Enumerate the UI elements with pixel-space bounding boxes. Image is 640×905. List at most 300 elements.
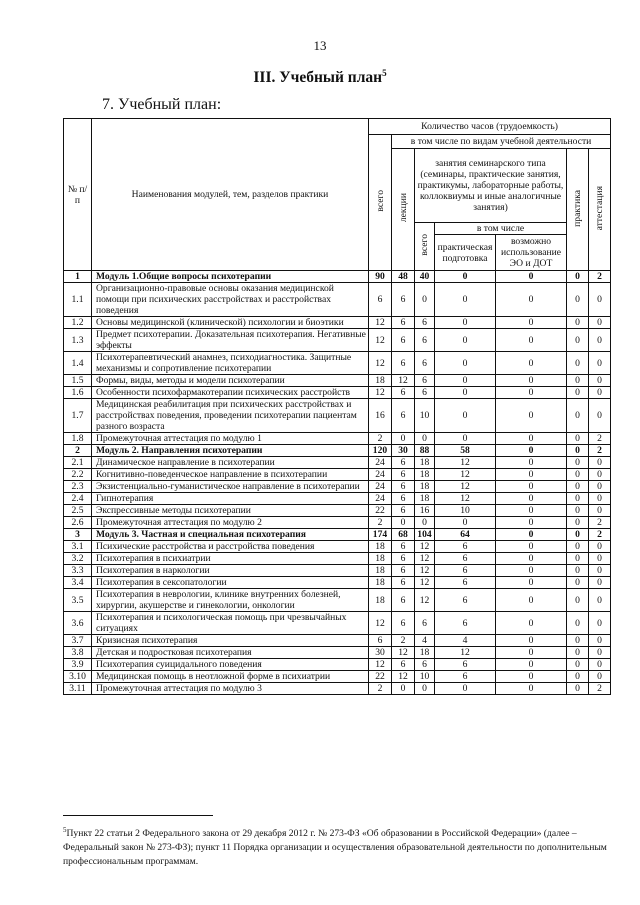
cell-att: 0 — [589, 577, 611, 589]
table-row — [64, 541, 611, 553]
cell-pp: 6 — [435, 577, 496, 589]
cell-name: Предмет психотерапии. Доказательная психотерапия. Негативные эффекты — [92, 329, 369, 352]
cell-name: Формы, виды, методы и модели психотерапии — [92, 375, 369, 387]
cell-pp: 12 — [435, 493, 496, 505]
footnote-mark: 5 — [63, 826, 67, 834]
cell-att: 0 — [589, 457, 611, 469]
cell-lect: 6 — [392, 589, 415, 612]
cell-eo: 0 — [496, 517, 567, 529]
table-row — [64, 375, 611, 387]
header-name: Наименования модулей, тем, разделов практики — [92, 119, 369, 271]
cell-sem: 12 — [415, 589, 435, 612]
cell-name: Экспрессивные методы психотерапии — [92, 505, 369, 517]
cell-name: Кризисная психотерапия — [92, 635, 369, 647]
header-total — [369, 135, 392, 271]
cell-num: 1.3 — [64, 329, 92, 352]
module-row — [64, 529, 611, 541]
cell-att: 0 — [589, 481, 611, 493]
table-row — [64, 387, 611, 399]
cell-sem: 6 — [415, 375, 435, 387]
cell-name: Психотерапия в психиатрии — [92, 553, 369, 565]
cell-att: 0 — [589, 589, 611, 612]
cell-total: 12 — [369, 387, 392, 399]
cell-att: 0 — [589, 647, 611, 659]
cell-prac: 0 — [567, 589, 589, 612]
cell-prac: 0 — [567, 683, 589, 695]
cell-lect: 12 — [392, 647, 415, 659]
table-row — [64, 469, 611, 481]
cell-pp: 0 — [435, 329, 496, 352]
cell-lect: 6 — [392, 565, 415, 577]
cell-pp: 0 — [435, 399, 496, 433]
header-attestation-label: аттестация — [594, 185, 606, 231]
cell-lect: 30 — [392, 445, 415, 457]
cell-num: 3.2 — [64, 553, 92, 565]
cell-pp: 0 — [435, 283, 496, 317]
cell-sem: 18 — [415, 647, 435, 659]
cell-prac: 0 — [567, 375, 589, 387]
cell-eo: 0 — [496, 589, 567, 612]
cell-total: 18 — [369, 375, 392, 387]
cell-sem: 12 — [415, 577, 435, 589]
cell-prac: 0 — [567, 671, 589, 683]
cell-num: 1.5 — [64, 375, 92, 387]
cell-name: Медицинская реабилитация при психических расстройствах и расстройствах поведения, проведении психотерапии пациентам разного возраста — [92, 399, 369, 433]
table-row — [64, 399, 611, 433]
cell-pp: 12 — [435, 647, 496, 659]
cell-lect: 0 — [392, 433, 415, 445]
cell-lect: 2 — [392, 635, 415, 647]
header-sem-total — [415, 223, 435, 271]
cell-lect: 6 — [392, 329, 415, 352]
cell-num: 2.5 — [64, 505, 92, 517]
section-title-text: III. Учебный план — [253, 69, 383, 87]
cell-name: Детская и подростковая психотерапия — [92, 647, 369, 659]
cell-num: 1.6 — [64, 387, 92, 399]
cell-att: 0 — [589, 659, 611, 671]
cell-sem: 0 — [415, 517, 435, 529]
cell-prac: 0 — [567, 329, 589, 352]
header-by-type: в том числе по видам учебной деятельности — [392, 135, 611, 149]
cell-sem: 18 — [415, 457, 435, 469]
cell-eo: 0 — [496, 635, 567, 647]
cell-att: 0 — [589, 387, 611, 399]
table-row — [64, 329, 611, 352]
cell-sem: 0 — [415, 283, 435, 317]
cell-total: 6 — [369, 635, 392, 647]
cell-num: 3.8 — [64, 647, 92, 659]
cell-eo: 0 — [496, 577, 567, 589]
cell-name: Модуль 1.Общие вопросы психотерапии — [92, 271, 369, 283]
cell-eo: 0 — [496, 375, 567, 387]
cell-total: 90 — [369, 271, 392, 283]
cell-prac: 0 — [567, 445, 589, 457]
footnote — [63, 823, 613, 869]
table-row — [64, 481, 611, 493]
cell-lect: 6 — [392, 505, 415, 517]
cell-eo: 0 — [496, 612, 567, 635]
table-row — [64, 635, 611, 647]
cell-prac: 0 — [567, 612, 589, 635]
header-num: № п/п — [64, 119, 92, 271]
header-practice — [567, 149, 589, 271]
cell-sem: 18 — [415, 493, 435, 505]
cell-total: 120 — [369, 445, 392, 457]
cell-num: 1.1 — [64, 283, 92, 317]
table-row — [64, 577, 611, 589]
cell-sem: 6 — [415, 659, 435, 671]
cell-prac: 0 — [567, 565, 589, 577]
cell-att: 0 — [589, 375, 611, 387]
cell-sem: 10 — [415, 671, 435, 683]
cell-pp: 0 — [435, 352, 496, 375]
cell-lect: 6 — [392, 469, 415, 481]
cell-eo: 0 — [496, 541, 567, 553]
cell-name: Промежуточная аттестация по модулю 3 — [92, 683, 369, 695]
cell-num: 3.11 — [64, 683, 92, 695]
cell-num: 3.10 — [64, 671, 92, 683]
header-eo-dot: возможно использование ЭО и ДОТ — [496, 235, 567, 271]
cell-pp: 0 — [435, 271, 496, 283]
cell-pp: 12 — [435, 481, 496, 493]
cell-att: 0 — [589, 399, 611, 433]
cell-sem: 6 — [415, 352, 435, 375]
cell-sem: 104 — [415, 529, 435, 541]
table-row — [64, 683, 611, 695]
cell-num: 2.6 — [64, 517, 92, 529]
cell-lect: 6 — [392, 481, 415, 493]
cell-sem: 12 — [415, 553, 435, 565]
cell-name: Психотерапия и психологическая помощь при чрезвычайных ситуациях — [92, 612, 369, 635]
cell-eo: 0 — [496, 683, 567, 695]
cell-eo: 0 — [496, 445, 567, 457]
cell-total: 2 — [369, 517, 392, 529]
table-row — [64, 317, 611, 329]
cell-att: 0 — [589, 317, 611, 329]
table-row — [64, 612, 611, 635]
cell-num: 2.1 — [64, 457, 92, 469]
cell-name: Психотерапия в неврологии, клинике внутренних болезней, хирургии, акушерстве и гинекологии, онкологии — [92, 589, 369, 612]
cell-pp: 6 — [435, 659, 496, 671]
cell-sem: 0 — [415, 683, 435, 695]
cell-sem: 88 — [415, 445, 435, 457]
cell-num: 1.8 — [64, 433, 92, 445]
cell-pp: 0 — [435, 317, 496, 329]
cell-total: 18 — [369, 577, 392, 589]
cell-lect: 12 — [392, 671, 415, 683]
curriculum-table — [63, 118, 611, 695]
cell-sem: 18 — [415, 469, 435, 481]
cell-total: 18 — [369, 553, 392, 565]
table-row — [64, 553, 611, 565]
cell-name: Гипнотерапия — [92, 493, 369, 505]
footnote-text: Пункт 22 статьи 2 Федерального закона от 29 декабря 2012 г. № 273-ФЗ «Об образовании в Российской Федерации» (далее – Федеральный закон № 273-ФЗ); пункт 11 Порядка организации и осуществления образовательной деятельности по дополнительным профессиональным программам. — [63, 828, 607, 868]
cell-sem: 12 — [415, 541, 435, 553]
cell-num: 3.9 — [64, 659, 92, 671]
cell-eo: 0 — [496, 329, 567, 352]
table-row — [64, 352, 611, 375]
cell-name: Когнитивно-поведенческое направление в психотерапии — [92, 469, 369, 481]
cell-prac: 0 — [567, 387, 589, 399]
cell-lect: 12 — [392, 375, 415, 387]
cell-pp: 0 — [435, 375, 496, 387]
cell-num: 3 — [64, 529, 92, 541]
cell-prac: 0 — [567, 505, 589, 517]
table-row — [64, 589, 611, 612]
cell-total: 24 — [369, 457, 392, 469]
cell-sem: 10 — [415, 399, 435, 433]
header-total-label: всего — [374, 190, 386, 212]
cell-att: 0 — [589, 283, 611, 317]
cell-eo: 0 — [496, 352, 567, 375]
module-row — [64, 445, 611, 457]
cell-pp: 6 — [435, 553, 496, 565]
cell-att: 0 — [589, 565, 611, 577]
cell-eo: 0 — [496, 505, 567, 517]
cell-name: Модуль 2. Направления психотерапии — [92, 445, 369, 457]
cell-total: 6 — [369, 283, 392, 317]
cell-total: 24 — [369, 493, 392, 505]
cell-eo: 0 — [496, 659, 567, 671]
cell-eo: 0 — [496, 493, 567, 505]
cell-prac: 0 — [567, 457, 589, 469]
table-row — [64, 565, 611, 577]
cell-total: 22 — [369, 671, 392, 683]
cell-num: 3.7 — [64, 635, 92, 647]
cell-num: 2.4 — [64, 493, 92, 505]
cell-eo: 0 — [496, 271, 567, 283]
cell-lect: 6 — [392, 352, 415, 375]
subsection-title: 7. Учебный план: — [102, 96, 222, 113]
page-number: 13 — [313, 38, 327, 53]
cell-total: 24 — [369, 469, 392, 481]
cell-name: Особенности психофармакотерапии психических расстройств — [92, 387, 369, 399]
cell-name: Психотерапевтический анамнез, психодиагностика. Защитные механизмы и сопротивление психотерапии — [92, 352, 369, 375]
header-lectures — [392, 149, 415, 271]
cell-sem: 40 — [415, 271, 435, 283]
cell-eo: 0 — [496, 433, 567, 445]
table-row — [64, 457, 611, 469]
cell-att: 0 — [589, 541, 611, 553]
cell-num: 2.3 — [64, 481, 92, 493]
cell-total: 2 — [369, 433, 392, 445]
cell-prac: 0 — [567, 283, 589, 317]
cell-prac: 0 — [567, 271, 589, 283]
cell-lect: 6 — [392, 387, 415, 399]
cell-lect: 0 — [392, 517, 415, 529]
cell-lect: 6 — [392, 457, 415, 469]
cell-name: Психотерапия в сексопатологии — [92, 577, 369, 589]
cell-pp: 10 — [435, 505, 496, 517]
table-row — [64, 493, 611, 505]
cell-lect: 6 — [392, 659, 415, 671]
cell-num: 1 — [64, 271, 92, 283]
cell-eo: 0 — [496, 481, 567, 493]
cell-eo: 0 — [496, 317, 567, 329]
cell-sem: 6 — [415, 317, 435, 329]
cell-att: 2 — [589, 433, 611, 445]
cell-eo: 0 — [496, 647, 567, 659]
cell-prac: 0 — [567, 469, 589, 481]
cell-lect: 6 — [392, 577, 415, 589]
header-practical-training: практическая подготовка — [435, 235, 496, 271]
cell-total: 174 — [369, 529, 392, 541]
cell-prac: 0 — [567, 635, 589, 647]
cell-prac: 0 — [567, 659, 589, 671]
cell-prac: 0 — [567, 433, 589, 445]
cell-total: 24 — [369, 481, 392, 493]
cell-name: Психические расстройства и расстройства поведения — [92, 541, 369, 553]
cell-lect: 6 — [392, 493, 415, 505]
table-row — [64, 505, 611, 517]
cell-total: 18 — [369, 565, 392, 577]
cell-total: 12 — [369, 352, 392, 375]
cell-pp: 0 — [435, 683, 496, 695]
cell-eo: 0 — [496, 457, 567, 469]
header-hours: Количество часов (трудоемкость) — [369, 119, 611, 135]
table-row — [64, 433, 611, 445]
cell-eo: 0 — [496, 529, 567, 541]
cell-att: 0 — [589, 329, 611, 352]
cell-sem: 12 — [415, 565, 435, 577]
header-practice-label: практика — [572, 189, 583, 227]
header-attestation — [589, 149, 611, 271]
header-sem-total-label: всего — [419, 234, 430, 256]
cell-sem: 0 — [415, 433, 435, 445]
cell-lect: 0 — [392, 683, 415, 695]
cell-pp: 0 — [435, 433, 496, 445]
cell-num: 1.7 — [64, 399, 92, 433]
cell-name: Модуль 3. Частная и специальная психотерапия — [92, 529, 369, 541]
cell-att: 0 — [589, 493, 611, 505]
cell-sem: 18 — [415, 481, 435, 493]
cell-pp: 12 — [435, 469, 496, 481]
cell-prac: 0 — [567, 352, 589, 375]
cell-total: 12 — [369, 612, 392, 635]
cell-name: Основы медицинской (клинической) психологии и биоэтики — [92, 317, 369, 329]
cell-att: 2 — [589, 517, 611, 529]
cell-prac: 0 — [567, 541, 589, 553]
cell-lect: 6 — [392, 612, 415, 635]
cell-sem: 16 — [415, 505, 435, 517]
cell-sem: 6 — [415, 612, 435, 635]
cell-total: 2 — [369, 683, 392, 695]
cell-eo: 0 — [496, 553, 567, 565]
cell-att: 0 — [589, 505, 611, 517]
cell-att: 0 — [589, 635, 611, 647]
cell-pp: 6 — [435, 589, 496, 612]
cell-pp: 6 — [435, 671, 496, 683]
cell-prac: 0 — [567, 399, 589, 433]
cell-pp: 0 — [435, 517, 496, 529]
cell-sem: 4 — [415, 635, 435, 647]
cell-att: 0 — [589, 612, 611, 635]
cell-name: Промежуточная аттестация по модулю 2 — [92, 517, 369, 529]
cell-pp: 6 — [435, 541, 496, 553]
cell-total: 16 — [369, 399, 392, 433]
cell-total: 12 — [369, 329, 392, 352]
cell-prac: 0 — [567, 493, 589, 505]
cell-eo: 0 — [496, 283, 567, 317]
cell-num: 3.3 — [64, 565, 92, 577]
cell-name: Организационно-правовые основы оказания медицинской помощи при психических расстройствах и расстройствах поведения — [92, 283, 369, 317]
cell-prac: 0 — [567, 317, 589, 329]
cell-eo: 0 — [496, 565, 567, 577]
cell-num: 3.6 — [64, 612, 92, 635]
cell-num: 3.1 — [64, 541, 92, 553]
cell-num: 3.4 — [64, 577, 92, 589]
header-seminars: занятия семинарского типа (семинары, практические занятия, практикумы, лабораторные работы, коллоквиумы и иные аналогичные занятия) — [415, 149, 567, 223]
cell-pp: 64 — [435, 529, 496, 541]
cell-num: 1.2 — [64, 317, 92, 329]
cell-lect: 6 — [392, 541, 415, 553]
cell-total: 30 — [369, 647, 392, 659]
cell-lect: 48 — [392, 271, 415, 283]
cell-sem: 6 — [415, 387, 435, 399]
cell-eo: 0 — [496, 671, 567, 683]
cell-name: Промежуточная аттестация по модулю 1 — [92, 433, 369, 445]
table-row — [64, 647, 611, 659]
section-title — [0, 68, 640, 87]
cell-prac: 0 — [567, 481, 589, 493]
cell-eo: 0 — [496, 387, 567, 399]
cell-num: 2 — [64, 445, 92, 457]
footnote-divider — [63, 815, 213, 816]
cell-lect: 6 — [392, 399, 415, 433]
cell-total: 12 — [369, 317, 392, 329]
cell-att: 2 — [589, 683, 611, 695]
cell-pp: 6 — [435, 612, 496, 635]
cell-total: 12 — [369, 659, 392, 671]
cell-prac: 0 — [567, 517, 589, 529]
cell-name: Психотерапия суицидального поведения — [92, 659, 369, 671]
cell-att: 2 — [589, 445, 611, 457]
module-row — [64, 271, 611, 283]
cell-lect: 6 — [392, 317, 415, 329]
cell-pp: 12 — [435, 457, 496, 469]
footnote-reference: 5 — [382, 68, 387, 78]
cell-lect: 6 — [392, 283, 415, 317]
cell-lect: 68 — [392, 529, 415, 541]
cell-lect: 6 — [392, 553, 415, 565]
cell-prac: 0 — [567, 647, 589, 659]
cell-eo: 0 — [496, 399, 567, 433]
cell-num: 2.2 — [64, 469, 92, 481]
cell-prac: 0 — [567, 529, 589, 541]
cell-name: Экзистенциально-гуманистическое направление в психотерапии — [92, 481, 369, 493]
cell-prac: 0 — [567, 577, 589, 589]
cell-eo: 0 — [496, 469, 567, 481]
cell-total: 18 — [369, 589, 392, 612]
cell-prac: 0 — [567, 553, 589, 565]
cell-pp: 58 — [435, 445, 496, 457]
cell-name: Динамическое направление в психотерапии — [92, 457, 369, 469]
header-including: в том числе — [435, 223, 567, 235]
cell-sem: 6 — [415, 329, 435, 352]
cell-total: 22 — [369, 505, 392, 517]
cell-att: 0 — [589, 553, 611, 565]
cell-name: Психотерапия в наркологии — [92, 565, 369, 577]
cell-pp: 0 — [435, 387, 496, 399]
cell-pp: 6 — [435, 565, 496, 577]
cell-att: 0 — [589, 671, 611, 683]
table-row — [64, 671, 611, 683]
cell-total: 18 — [369, 541, 392, 553]
cell-att: 0 — [589, 352, 611, 375]
cell-num: 3.5 — [64, 589, 92, 612]
cell-num: 1.4 — [64, 352, 92, 375]
table-row — [64, 283, 611, 317]
